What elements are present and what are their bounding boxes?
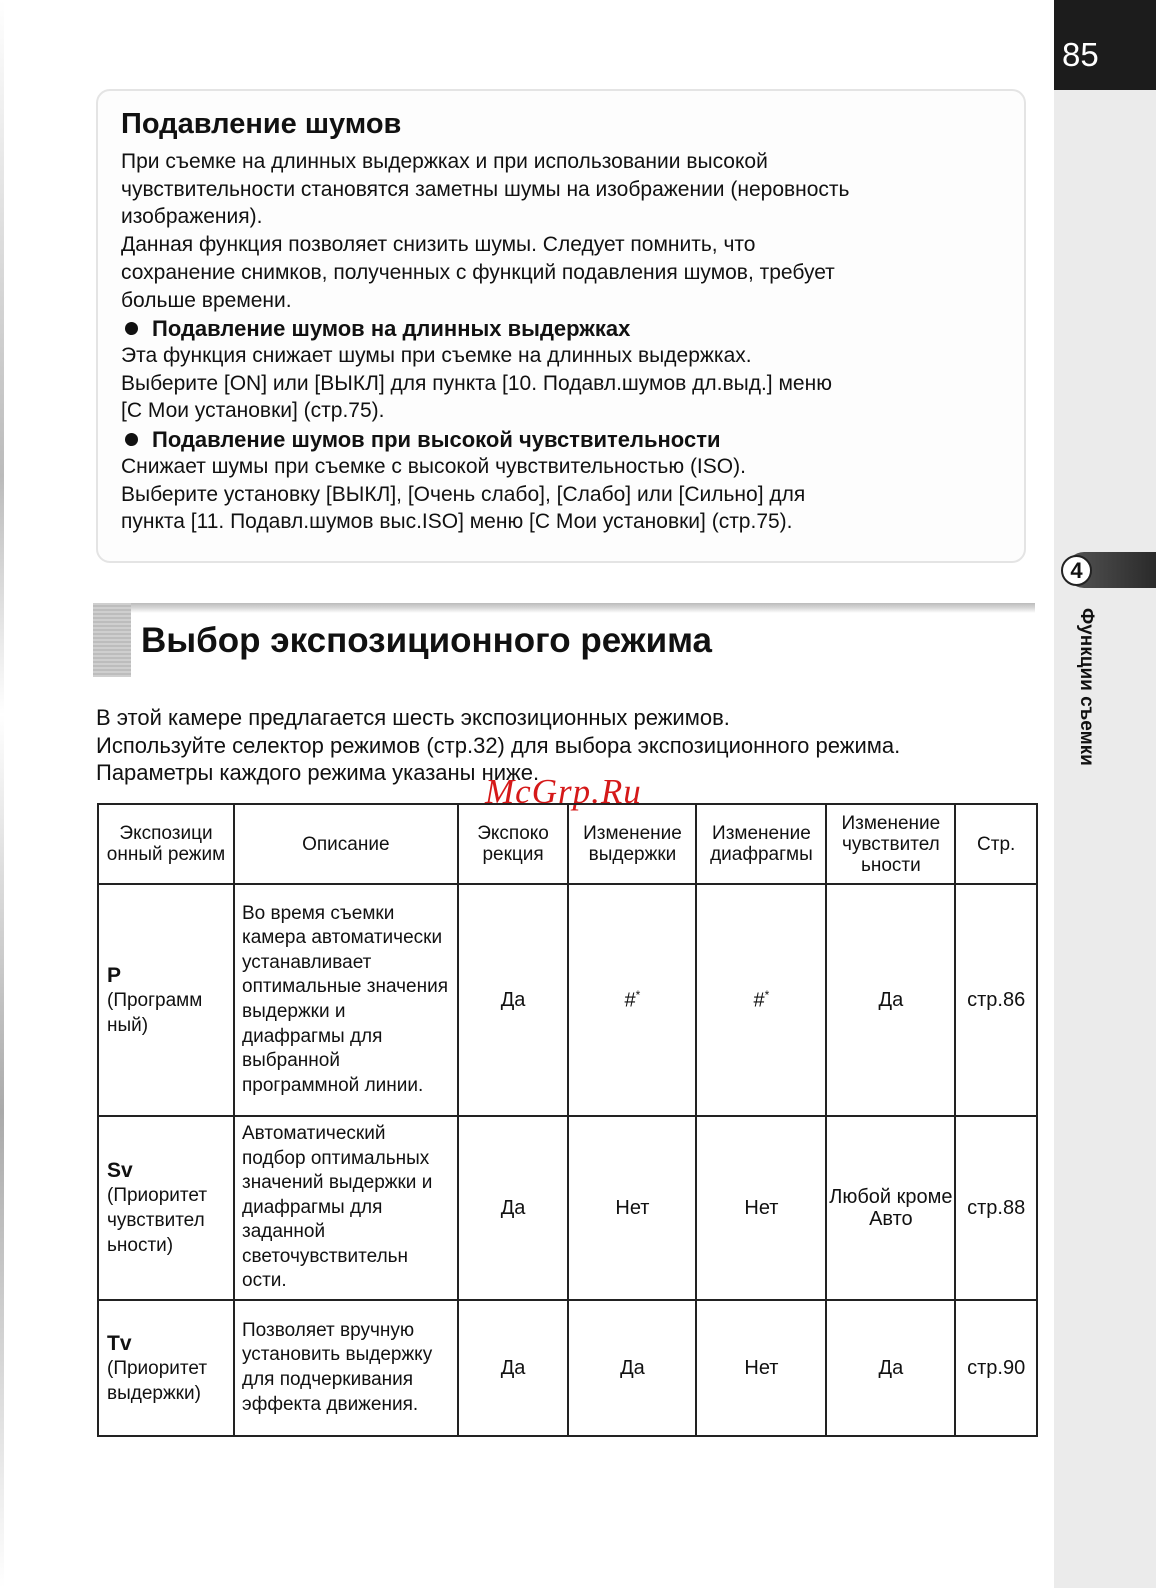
noise-intro-line: Данная функция позволяет снизить шумы. Следует помнить, что — [121, 233, 756, 257]
mode-name: (Приоритет выдержки) — [107, 1357, 208, 1404]
shutter-cell — [568, 884, 696, 1116]
noise-reduction-title: Подавление шумов — [121, 108, 402, 140]
sensitivity-cell: Да — [826, 1300, 955, 1436]
noise-intro-line: сохранение снимков, полученных с функций подавления шумов, требует — [121, 260, 835, 284]
header-compensation: Экспоко рекция — [458, 804, 569, 884]
noise-intro-line: больше времени. — [121, 288, 292, 312]
shutter-value: # — [624, 989, 636, 1012]
high-iso-heading — [125, 427, 721, 453]
long-exposure-heading-text: Подавление шумов на длинных выдержках — [152, 316, 631, 341]
exposure-intro-line: Используйте селектор режимов (стр.32) для выбора экспозиционного режима. — [96, 732, 901, 758]
exposure-intro-line: В этой камере предлагается шесть экспозиционных режимов. — [96, 705, 730, 730]
noise-intro — [121, 148, 1021, 314]
aperture-cell — [696, 884, 826, 1116]
high-iso-line: пункта [11. Подавл.шумов выс.ISO] меню [C Мои установки] (стр.75). — [121, 510, 793, 534]
mode-name: (Приоритет чувствител ьности) — [107, 1185, 208, 1256]
header-mode: Экспозици онный режим — [98, 804, 234, 884]
mode-code: P — [107, 963, 122, 987]
description-cell: Во время съемки камера автоматически устанавливает оптимальные значения выдержки и диафрагмы для выбранной программной линии. — [234, 884, 458, 1116]
page-number: 85 — [1062, 36, 1099, 73]
scan-edge — [0, 0, 4, 1588]
table-row — [98, 1116, 1037, 1300]
long-exposure-line: Эта функция снижает шумы при съемке на длинных выдержках. — [121, 344, 752, 367]
watermark: McGrp.Ru — [485, 772, 642, 811]
chapter-number-badge: 4 — [1061, 555, 1092, 586]
header-page: Стр. — [955, 804, 1037, 884]
exposure-modes-table — [97, 803, 1038, 1437]
compensation-cell: Да — [458, 884, 569, 1116]
description-cell: Позволяет вручную установить выдержку для подчеркивания эффекта движения. — [234, 1300, 458, 1436]
aperture-value: # — [753, 989, 765, 1012]
exposure-intro-line: Параметры каждого режима указаны ниже. — [96, 760, 540, 786]
page-cell: стр.86 — [955, 884, 1037, 1116]
section-title: Выбор экспозиционного режима — [141, 621, 712, 660]
long-exposure-heading — [125, 316, 630, 342]
long-exposure-line: Выберите [ON] или [ВЫКЛ] для пункта [10. Подавл.шумов дл.выд.] меню — [121, 371, 832, 395]
high-iso-line: Выберите установку [ВЫКЛ], [Очень слабо], [Слабо] или [Сильно] для — [121, 482, 806, 506]
noise-intro-line: При съемке на длинных выдержках и при использовании высокой — [121, 150, 768, 173]
aperture-cell: Нет — [696, 1300, 826, 1436]
footnote-mark: * — [635, 987, 641, 1002]
header-shutter: Изменение выдержки — [568, 804, 696, 884]
section-title-marker — [93, 603, 131, 677]
footnote-mark: * — [764, 987, 770, 1002]
table-row — [98, 884, 1037, 1116]
high-iso-heading-text: Подавление шумов при высокой чувствительности — [152, 427, 721, 452]
bullet-icon — [125, 433, 138, 446]
long-exposure-line: [C Мои установки] (стр.75). — [121, 399, 385, 423]
side-strip — [1054, 0, 1156, 1588]
aperture-cell: Нет — [696, 1116, 826, 1300]
header-aperture: Изменение диафрагмы — [696, 804, 826, 884]
page-cell: стр.88 — [955, 1116, 1037, 1300]
description-cell: Автоматический подбор оптимальных значений выдержки и диафрагмы для заданной светочувствительн ости. — [234, 1116, 458, 1300]
mode-cell — [98, 884, 234, 1116]
compensation-cell: Да — [458, 1300, 569, 1436]
mode-cell — [98, 1116, 234, 1300]
noise-intro-line: изображения). — [121, 205, 263, 229]
table-row — [98, 1300, 1037, 1436]
mode-cell — [98, 1300, 234, 1436]
high-iso-line: Снижает шумы при съемке с высокой чувствительностью (ISO). — [121, 455, 746, 478]
header-description: Описание — [234, 804, 458, 884]
long-exposure-text — [121, 342, 1021, 425]
page-cell: стр.90 — [955, 1300, 1037, 1436]
chapter-label: Функции съемки — [1076, 608, 1097, 766]
sensitivity-cell: Да — [826, 884, 955, 1116]
mode-name: (Программ ный) — [107, 989, 203, 1036]
noise-intro-line: чувствительности становятся заметны шумы на изображении (неровность — [121, 177, 850, 201]
mode-code: Sv — [107, 1159, 133, 1182]
sensitivity-cell: Любой кроме Авто — [826, 1116, 955, 1300]
header-sensitivity: Изменение чувствител ьности — [826, 804, 955, 884]
high-iso-text — [121, 453, 1021, 536]
bullet-icon — [125, 322, 138, 335]
compensation-cell: Да — [458, 1116, 569, 1300]
table-header-row — [98, 804, 1037, 884]
shutter-cell: Да — [568, 1300, 696, 1436]
mode-code: Tv — [107, 1331, 132, 1355]
shutter-cell: Нет — [568, 1116, 696, 1300]
